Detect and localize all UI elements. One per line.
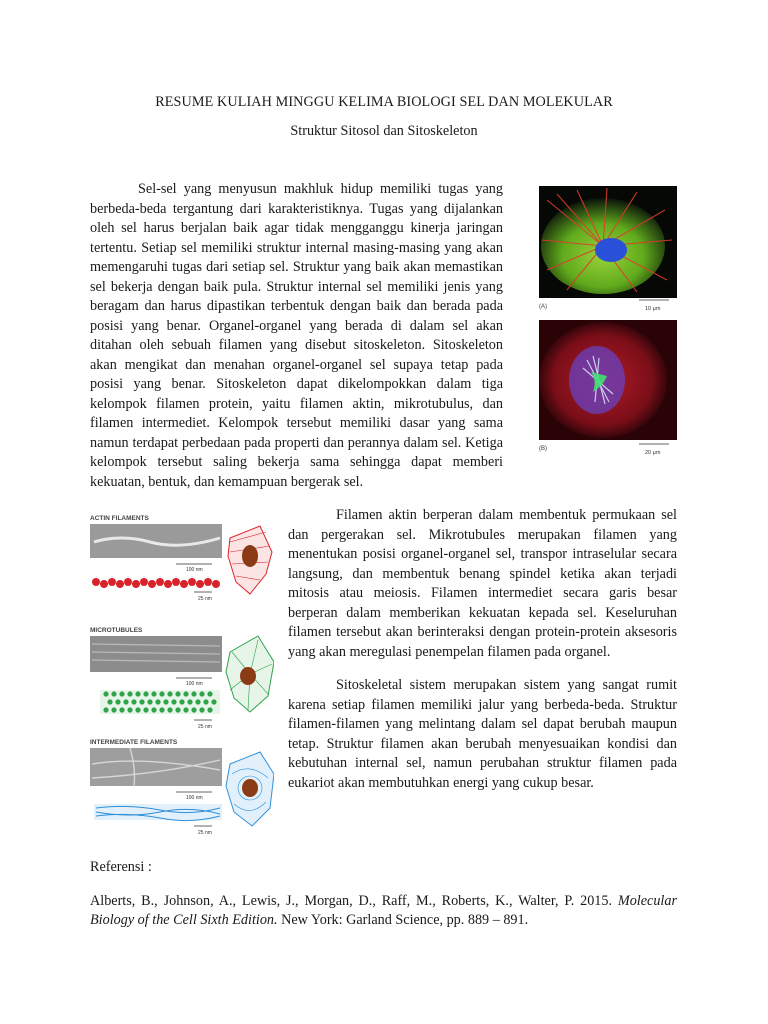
panel-b-scale: 20 μm	[645, 450, 661, 456]
paragraph-1: Sel-sel yang menyusun makhluk hidup memiliki tugas yang berbeda-beda tergantung dari karakteristiknya. Tugas yang dijalankan oleh sel harus berjalan baik agar tidak mengganggu kinerja jaringan tertentu. Setiap sel memiliki struktur internal masing-masing yang akan memengaruhi tugas dari setiap sel. Struktur yang baik akan memastikan sel bekerja dengan baik pula. Struktur internal sel memiliki jenis yang beragam dan harus dipastikan terbentuk dengan baik dan berada pada posisi yang benar. Organel-organel yang berada di dalam sel akan ditahan oleh sebuah filamen yang disebut sitoskeleton. Sitoskeleton akan mengikat dan menahan organel-organel sel supaya tetap pada posisi yang benar. Sitoskeleton dapat dikelompokkan dalam tiga kelompok filamen protein, yaitu filamen aktin, mikrotubulus, dan filamen intermediet. Kelompok tersebut memiliki dasar yang sama namun terdapat perbedaan pada properti dan perannya dalam sel. Ketiga kelompok tersebut saling bekerja sama sehingga dapat memberi kekuatan, bentuk, dan kemampuan bergerak sel.	[90, 181, 503, 490]
reference-book-title: Molecular Biology of the Cell Sixth Edition.	[90, 892, 677, 928]
actin-scale-2: 25 nm	[198, 596, 212, 602]
reference-authors: Alberts, B., Johnson, A., Lewis, J., Morgan, D., Raff, M., Roberts, K., Walter, P. 2015.	[90, 892, 613, 909]
document-title: RESUME KULIAH MINGGU KELIMA BIOLOGI SEL DAN MOLEKULAR	[155, 94, 613, 110]
microtubules-section-label: MICROTUBULES	[90, 627, 143, 634]
intermediate-scale-1: 100 nm	[186, 795, 203, 801]
panel-a-scale: 10 μm	[645, 306, 661, 312]
filament-types-figure	[90, 512, 274, 852]
intermediate-section-label: INTERMEDIATE FILAMENTS	[90, 739, 178, 746]
paragraph-3: Sitoskeletal sistem merupakan sistem yang sangat rumit karena setiap filamen memiliki jalur yang berbeda-beda. Struktur filamen-filamen yang melintang dalam sel dapat berubah maupun tetap. Struktur filamen akan berubah menyesuaikan kondisi dan kebutuhan internal sel, namun perubahan struktur filamen pada eukariot akan membutuhkan energi yang cukup besar.	[288, 677, 677, 791]
microtubules-scale-1: 100 nm	[186, 681, 203, 687]
references-heading: Referensi :	[90, 859, 152, 875]
panel-a-label: (A)	[539, 304, 547, 310]
panel-b-label: (B)	[539, 446, 547, 452]
actin-section-label: ACTIN FILAMENTS	[90, 515, 149, 522]
reference-publisher: New York: Garland Science, pp. 889 – 891.	[277, 912, 529, 928]
document-body	[90, 180, 677, 931]
document-subtitle: Struktur Sitosol dan Sitoskeleton	[290, 123, 478, 139]
microtubules-scale-2: 25 nm	[198, 724, 212, 730]
reference-entry	[90, 892, 677, 931]
paragraph-2: Filamen aktin berperan dalam membentuk permukaan sel dan pergerakan sel. Mikrotubules merupakan filamen yang menentukan posisi organel-organel sel, transpor intraselular secara langsung, dan membentuk benang spindel ketika akan terjadi mitosis atau meiosis. Filamen intermediet secara garis besar berperan dalam memberikan kekuatan kepada sel. Keseluruhan filamen tersebut akan berinteraksi dengan protein-protein aksesoris yang akan meregulasi penempelan filamen pada organel.	[288, 507, 677, 660]
filament-diagram-image	[90, 512, 274, 852]
intermediate-scale-2: 25 nm	[198, 830, 212, 836]
fluorescence-micrographs-image	[517, 180, 677, 462]
fluorescence-figure	[517, 180, 677, 462]
actin-scale-1: 100 nm	[186, 567, 203, 573]
